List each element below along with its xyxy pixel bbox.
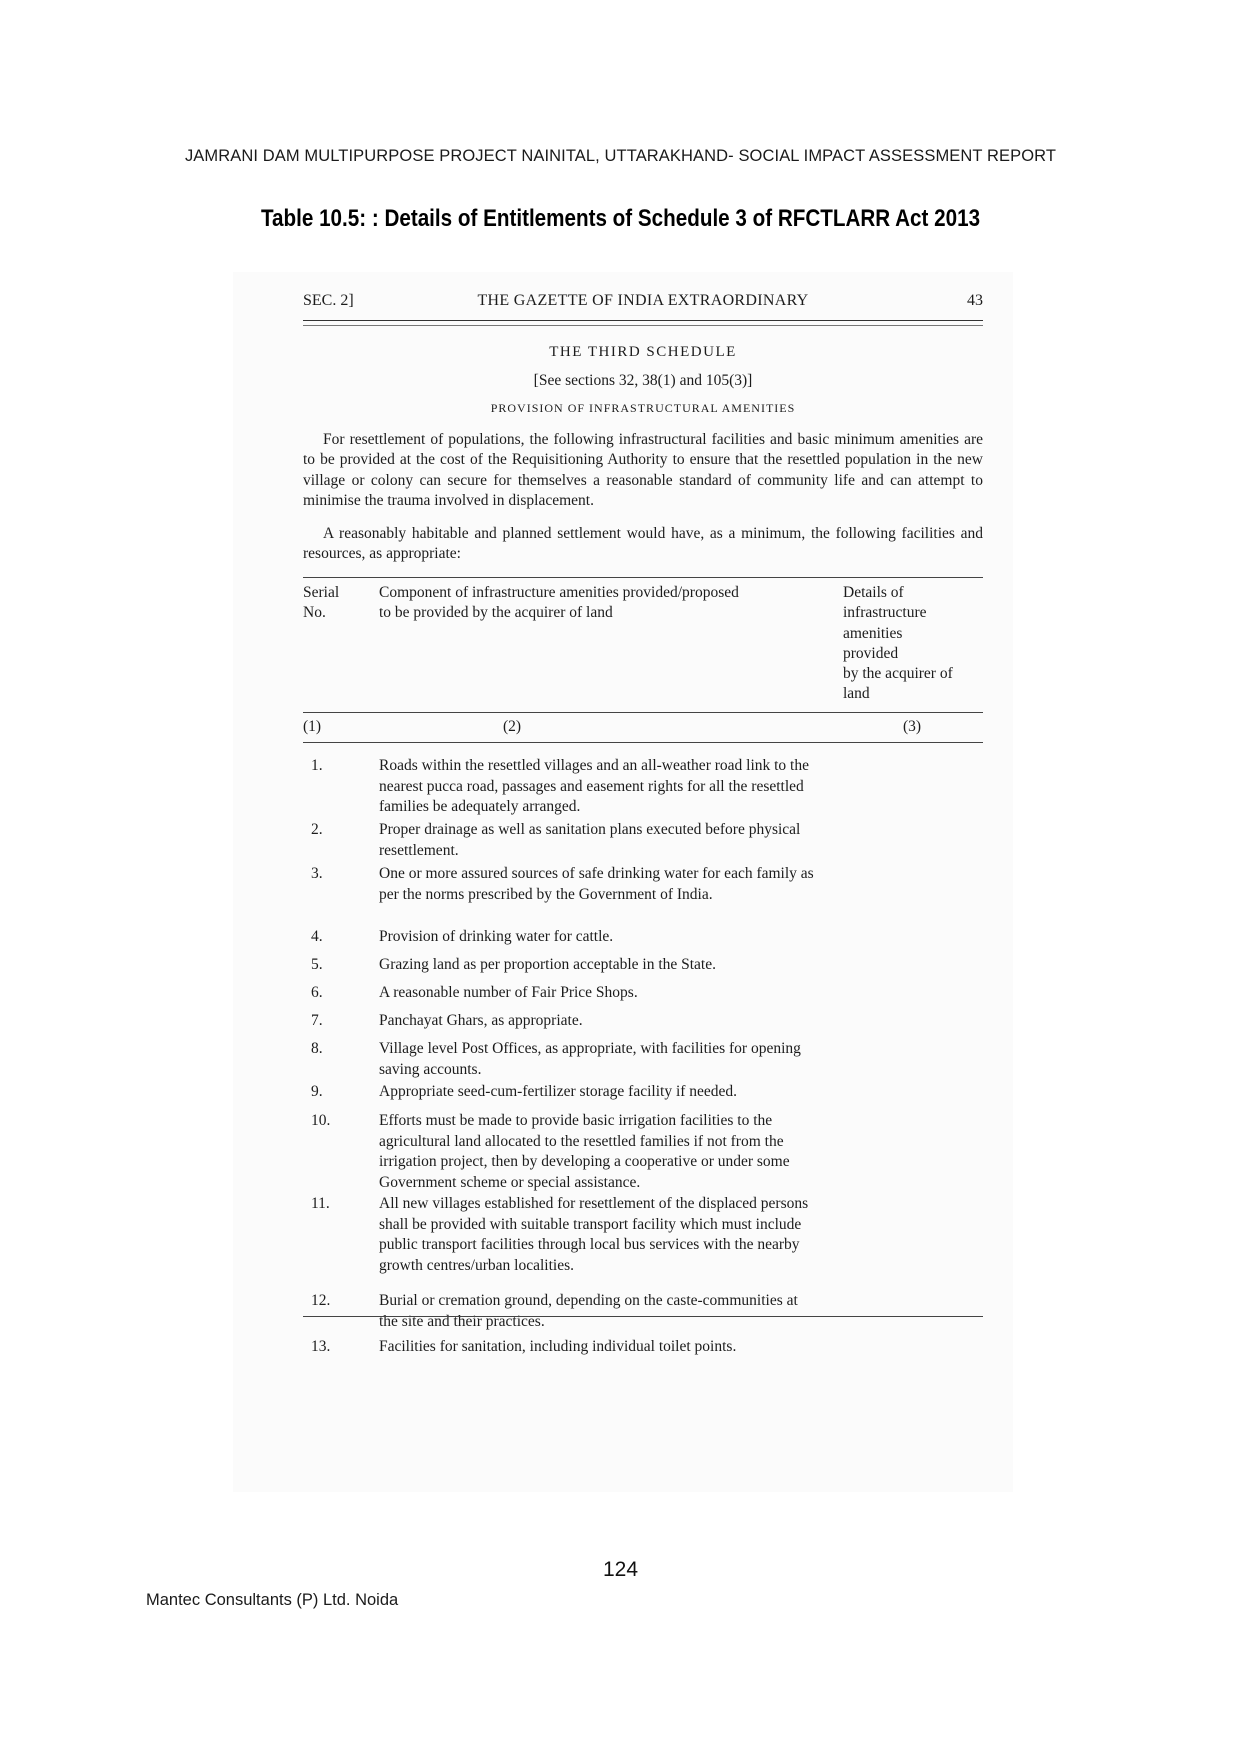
schedule-subtitle: PROVISION OF INFRASTRUCTURAL AMENITIES (490, 401, 796, 415)
col-details-line: land (843, 685, 870, 703)
row-component-text: One or more assured sources of safe drinking water for each family as per the norms prescribed by the Government of India. (379, 865, 814, 903)
row-component-text: Burial or cremation ground, depending on the caste-communities at the site and their practices. (379, 1292, 798, 1330)
row-component-text: Panchayat Ghars, as appropriate. (379, 1012, 583, 1029)
row-serial-number: 12. (311, 1292, 331, 1309)
row-component-text: Appropriate seed-cum-fertilizer storage facility if needed. (379, 1083, 738, 1100)
col-component-line: to be provided by the acquirer of land (379, 604, 613, 622)
footer-company: Mantec Consultants (P) Ltd. Noida (146, 1591, 399, 1609)
table-title: Table 10.5: : Details of Entitlements of Schedule 3 of RFCTLARR Act 2013 (260, 205, 981, 232)
row-serial-number: 13. (311, 1338, 331, 1355)
gazette-page-number: 43 (967, 292, 983, 309)
gazette-section: SEC. 2] (303, 292, 354, 309)
row-serial-number: 7. (311, 1012, 323, 1029)
schedule-title: THE THIRD SCHEDULE (549, 344, 737, 360)
row-component-text: Proper drainage as well as sanitation plans executed before physical resettlement. (379, 821, 801, 859)
col-component-line: Component of infrastructure amenities provided/proposed (379, 584, 739, 601)
row-component-text: Roads within the resettled villages and an all-weather road link to the nearest pucca road, passages and easement rights for all the resettled families be adequately arranged. (379, 757, 809, 815)
gazette-title: THE GAZETTE OF INDIA EXTRAORDINARY (477, 292, 809, 309)
row-component-text: Grazing land as per proportion acceptable in the State. (379, 956, 716, 973)
row-serial-number: 8. (311, 1040, 323, 1057)
row-component-text: Efforts must be made to provide basic irrigation facilities to the agricultural land allocated to the resettled families if not from the irrigation project, then by developing a cooperative or under some Government scheme or special assistance. (379, 1112, 790, 1191)
gazette-header (303, 292, 983, 316)
row-serial-number: 4. (311, 928, 323, 945)
row-serial-number: 11. (311, 1195, 330, 1212)
col-serial-line: Serial (303, 584, 340, 601)
table-bottom-rule (303, 1316, 983, 1317)
row-component-text: A reasonable number of Fair Price Shops. (379, 984, 638, 1001)
row-serial-number: 3. (311, 865, 323, 882)
row-serial-number: 1. (311, 757, 323, 774)
row-serial-number: 10. (311, 1112, 331, 1129)
scanned-gazette-page (233, 272, 1013, 1492)
table-top-rule (303, 577, 983, 578)
col-number-1: (1) (303, 718, 322, 735)
col-details-line: amenities (843, 624, 903, 642)
header-rule (303, 320, 983, 326)
row-serial-number: 5. (311, 956, 323, 973)
row-component-text: Village level Post Offices, as appropriate, with facilities for opening saving accounts. (379, 1040, 801, 1078)
header-bottom-rule (303, 712, 983, 713)
col-serial-header (303, 583, 339, 624)
row-component-text: Provision of drinking water for cattle. (379, 928, 614, 945)
col-serial-line: No. (303, 604, 326, 622)
column-numbers-rule (303, 742, 983, 743)
col-details-header (843, 583, 983, 705)
row-serial-number: 6. (311, 984, 323, 1001)
row-component-text: All new villages established for resettlement of the displaced persons shall be provided with suitable transport facility which must include public transport facilities through local bus services with the nearby growth centres/urban localities. (379, 1195, 809, 1274)
row-serial-number: 9. (311, 1083, 323, 1100)
row-component-text: Facilities for sanitation, including individual toilet points. (379, 1338, 737, 1355)
col-details-line: provided (843, 644, 899, 662)
col-details-line: by the acquirer of (843, 665, 953, 683)
col-details-line: infrastructure (843, 604, 927, 622)
intro-paragraph: For resettlement of populations, the following infrastructural facilities and basic minimum amenities are to be provided at the cost of the Requisitioning Authority to ensure that the resettled population in the new village or colony can secure for themselves a reasonable standard of community life and can attempt to minimise the trauma involved in displacement. (303, 431, 983, 509)
page-number: 124 (602, 1558, 639, 1581)
row-serial-number: 2. (311, 821, 323, 838)
report-header: JAMRANI DAM MULTIPURPOSE PROJECT NAINITAL, UTTARAKHAND- SOCIAL IMPACT ASSESSMENT REPORT (184, 147, 1057, 165)
col-number-2: (2) (503, 718, 522, 735)
col-component-header (379, 583, 819, 624)
col-number-3: (3) (903, 718, 922, 735)
settlement-paragraph: A reasonably habitable and planned settlement would have, as a minimum, the following facilities and resources, as appropriate: (303, 525, 983, 563)
schedule-reference: [See sections 32, 38(1) and 105(3)] (533, 372, 753, 389)
col-details-line: Details of (843, 584, 904, 601)
